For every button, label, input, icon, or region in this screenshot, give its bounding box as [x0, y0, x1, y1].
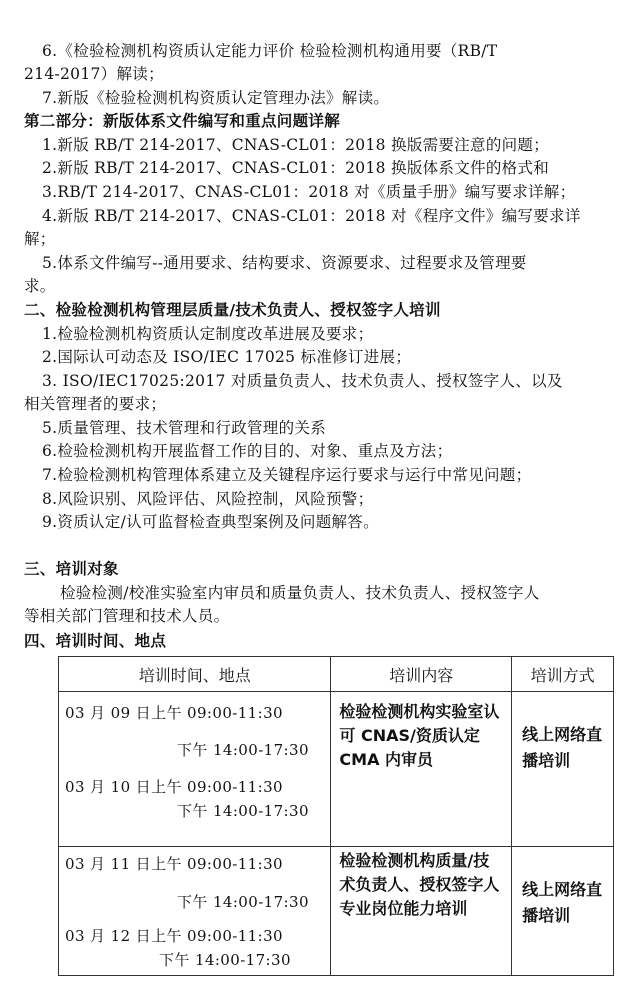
time-line: 03 月 10 日上午 09:00-11:30	[65, 778, 283, 796]
part2-item-4-line1: 4.新版 RB/T 214-2017、CNAS-CL01：2018 对《程序文件》编写要求详	[42, 207, 581, 225]
header-method: 培训方式	[512, 657, 614, 692]
part2-item-1: 1.新版 RB/T 214-2017、CNAS-CL01：2018 换版需要注意的问题；	[42, 136, 550, 154]
method-cell: 线上网络直播培训	[512, 692, 614, 847]
part2-heading: 第二部分：新版体系文件编写和重点问题详解	[24, 112, 341, 130]
table-row	[59, 692, 614, 847]
time-line: 下午 14:00-17:30	[177, 893, 309, 911]
content-cell: 检验检测机构实验室认可 CNAS/资质认定 CMA 内审员	[331, 692, 512, 847]
section2-item-5: 6.检验检测机构开展监督工作的目的、对象、重点及方法；	[42, 442, 453, 460]
item-6-line2: 214-2017）解读；	[24, 65, 164, 83]
section2-item-3-line2: 相关管理者的要求；	[24, 395, 167, 413]
time-line: 03 月 11 日上午 09:00-11:30	[65, 855, 283, 873]
section2-item-3-line1: 3. ISO/IEC17025:2017 对质量负责人、技术负责人、授权签字人、以及	[42, 372, 563, 390]
section2-item-4: 5.质量管理、技术管理和行政管理的关系	[42, 419, 326, 437]
schedule-table	[58, 656, 614, 976]
header-time: 培训时间、地点	[59, 657, 331, 692]
part2-item-2: 2.新版 RB/T 214-2017、CNAS-CL01：2018 换版体系文件的格式和	[42, 159, 550, 177]
section3-heading: 三、培训对象	[24, 560, 119, 578]
section4-heading: 四、培训时间、地点	[24, 632, 167, 650]
content-cell: 检验检测机构质量/技术负责人、授权签字人专业岗位能力培训	[331, 847, 512, 976]
section2-item-2: 2.国际认可动态及 ISO/IEC 17025 标准修订进展；	[42, 348, 412, 366]
item-7: 7.新版《检验检测机构资质认定管理办法》解读。	[42, 89, 390, 107]
method-cell: 线上网络直播培训	[512, 847, 614, 976]
part2-item-4-line2: 解；	[24, 230, 56, 248]
time-line: 03 月 12 日上午 09:00-11:30	[65, 927, 283, 945]
section2-heading: 二、检验检测机构管理层质量/技术负责人、授权签字人培训	[24, 301, 441, 319]
time-cell	[59, 847, 331, 976]
section3-text-line2: 等相关部门管理和技术人员。	[24, 607, 230, 625]
header-content: 培训内容	[331, 657, 512, 692]
item-6-line1: 6.《检验检测机构资质认定能力评价 检验检测机构通用要（RB/T	[42, 42, 498, 60]
part2-item-3: 3.RB/T 214-2017、CNAS-CL01：2018 对《质量手册》编写要求详解；	[42, 183, 576, 201]
section2-item-7: 8.风险识别、风险评估、风险控制，风险预警；	[42, 490, 374, 508]
section2-item-1: 1.检验检测机构资质认定制度改革进展及要求；	[42, 325, 374, 343]
time-cell	[59, 692, 331, 847]
table-header-row	[59, 657, 614, 692]
section2-item-8: 9.资质认定/认可监督检查典型案例及问题解答。	[42, 513, 379, 531]
section2-item-6: 7.检验检测机构管理体系建立及关键程序运行要求与运行中常见问题；	[42, 466, 532, 484]
part2-item-5-line2: 求。	[24, 277, 56, 295]
part2-item-5-line1: 5.体系文件编写--通用要求、结构要求、资源要求、过程要求及管理要	[42, 254, 527, 272]
table-row	[59, 847, 614, 976]
time-line: 下午 14:00-17:30	[159, 951, 291, 969]
section3-text-line1: 检验检测/校准实验室内审员和质量负责人、技术负责人、授权签字人	[60, 584, 540, 602]
time-line: 下午 14:00-17:30	[177, 802, 309, 820]
time-line: 03 月 09 日上午 09:00-11:30	[65, 704, 283, 722]
time-line: 下午 14:00-17:30	[177, 741, 309, 759]
